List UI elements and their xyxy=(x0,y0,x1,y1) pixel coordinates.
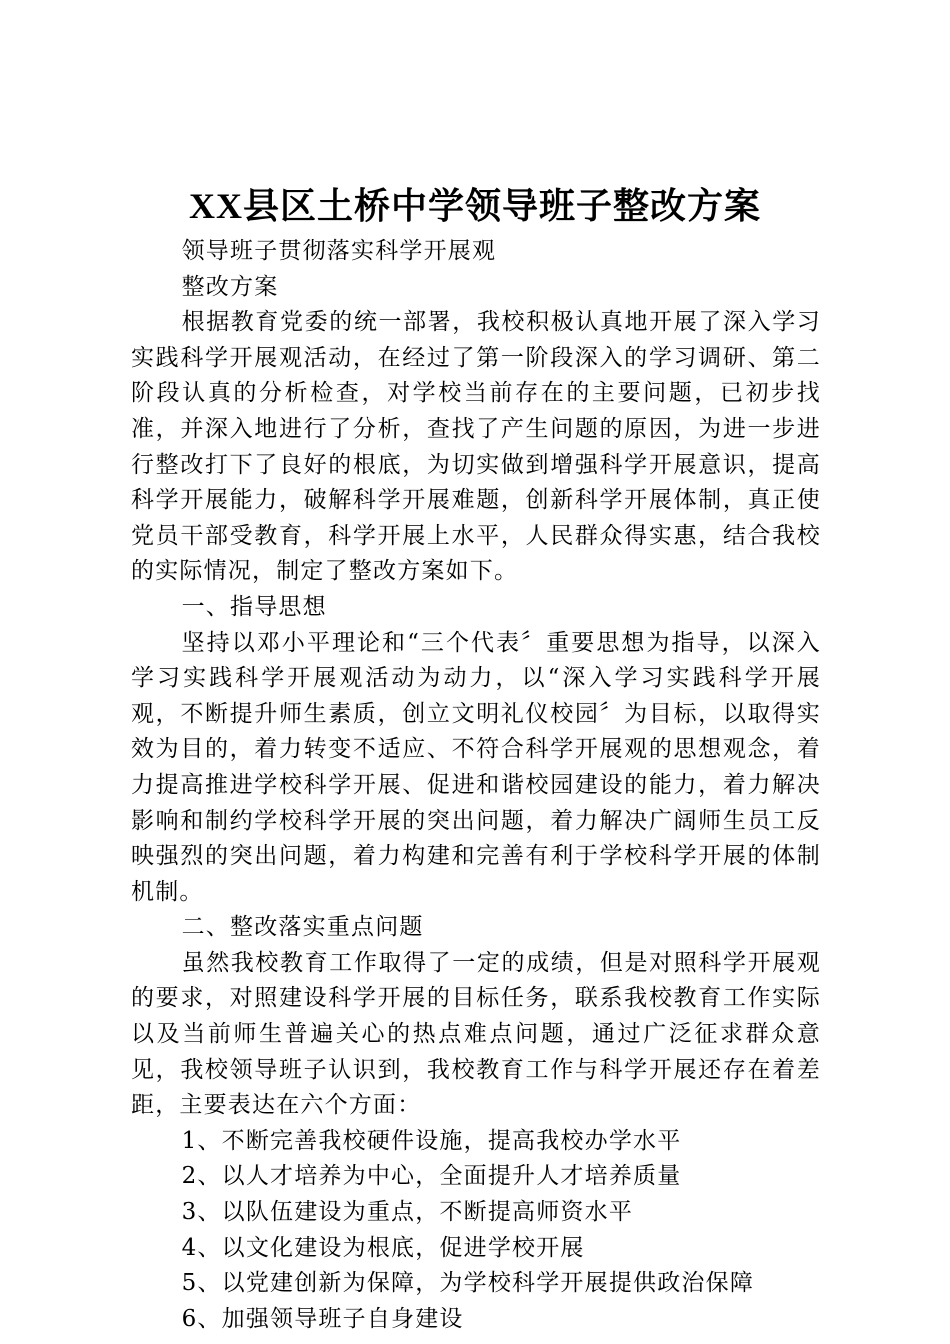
list-item: 4、以文化建设为根底，促进学校开展 xyxy=(181,1234,585,1261)
list-item: 2、以人才培养为中心，全面提升人才培养质量 xyxy=(181,1163,682,1190)
section-1-heading: 一、指导思想 xyxy=(181,593,327,620)
list-item: 1、不断完善我校硬件设施，提高我校办学水平 xyxy=(181,1127,682,1154)
section-1-paragraph: 坚持以邓小平理论和“三个代表〞重要思想为指导，以深入学习实践科学开展观活动为动力，以“深入学习实践科学开展观，不断提升师生素质，创立文明礼仪校园〞为目标，以取得实效为目的，着力转变不适应、不符合科学开展观的思想观念，着力提高推进学校科学开展、促进和谐校园建设的能力，着力解决影响和制约学校科学开展的突出问题，着力解决广阔师生员工反映强烈的突出问题，着力构建和完善有利于学校科学开展的体制机制。 xyxy=(131,629,821,905)
list-item: 6、加强领导班子自身建设 xyxy=(181,1305,464,1332)
section-2-paragraph: 虽然我校教育工作取得了一定的成绩，但是对照科学开展观的要求，对照建设科学开展的目标任务，联系我校教育工作实际以及当前师生普遍关心的热点难点问题，通过广泛征求群众意见，我校领导班子认识到，我校教育工作与科学开展还存在着差距，主要表达在六个方面： xyxy=(131,949,821,1119)
list-item: 5、以党建创新为保障，为学校科学开展提供政治保障 xyxy=(181,1270,755,1297)
document-title: XX县区土桥中学领导班子整改方案 xyxy=(189,186,761,226)
subtitle-line-1: 领导班子贯彻落实科学开展观 xyxy=(181,238,497,264)
subtitle-line-2: 整改方案 xyxy=(181,273,279,300)
section-2-heading: 二、整改落实重点问题 xyxy=(181,914,424,941)
intro-paragraph: 根据教育党委的统一部署，我校积极认真地开展了深入学习实践科学开展观活动，在经过了第一阶段深入的学习调研、第二阶段认真的分析检查，对学校当前存在的主要问题，已初步找准，并深入地进行了分析，查找了产生问题的原因，为进一步进行整改打下了良好的根底，为切实做到增强科学开展意识，提高科学开展能力，破解科学开展难题，创新科学开展体制，真正使党员干部受教育，科学开展上水平，人民群众得实惠，结合我校的实际情况，制定了整改方案如下。 xyxy=(131,309,821,585)
document-body xyxy=(131,234,821,1337)
list-item: 3、以队伍建设为重点，不断提高师资水平 xyxy=(181,1199,634,1226)
